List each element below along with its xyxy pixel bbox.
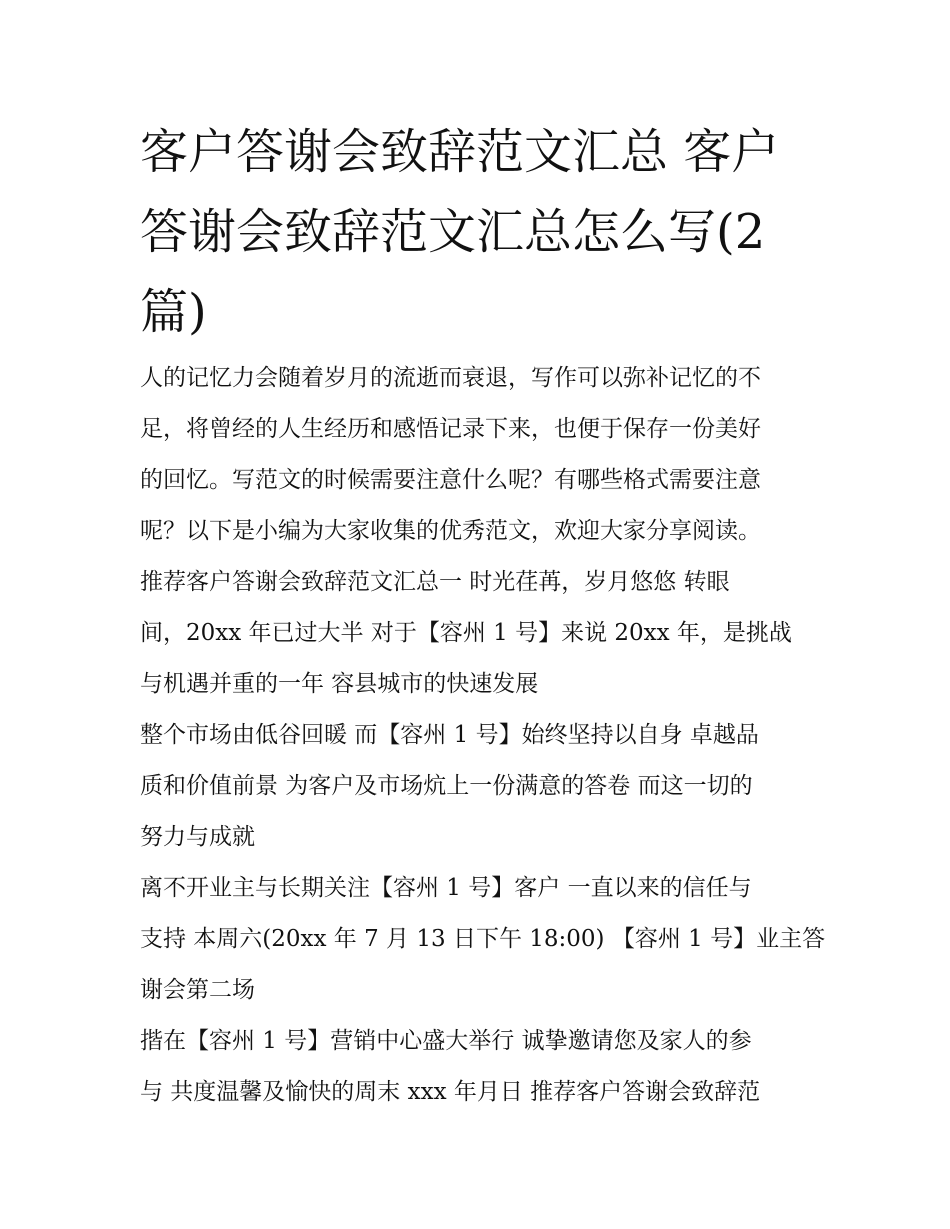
paragraph-support <box>140 863 826 1016</box>
title-line-3: 篇) <box>140 284 207 340</box>
text-line: 努力与成就 <box>140 824 255 850</box>
paragraph-invitation <box>140 1016 820 1118</box>
title-line-2: 答谢会致辞范文汇总怎么写(2 <box>140 204 766 260</box>
text-line: 间，20xx 年已过大半 对于【容州 1 号】来说 20xx 年，是挑战 <box>140 620 792 646</box>
paragraph-recommend-one <box>140 557 820 710</box>
text-line: 呢？以下是小编为大家收集的优秀范文，欢迎大家分享阅读。 <box>140 518 761 544</box>
text-line: 支持 本周六(20xx 年 7 月 13 日下午 18:00) 【容州 1 号】业主答 <box>140 926 826 952</box>
paragraph-intro <box>140 353 820 557</box>
text-line: 揩在【容州 1 号】营销中心盛大举行 诚挚邀请您及家人的参 <box>140 1028 752 1054</box>
text-line: 足，将曾经的人生经历和感悟记录下来，也便于保存一份美好 <box>140 416 761 442</box>
text-line: 离不开业主与长期关注【容州 1 号】客户 一直以来的信任与 <box>140 875 752 901</box>
text-line: 与机遇并重的一年 容县城市的快速发展 <box>140 671 539 697</box>
text-line: 的回忆。写范文的时候需要注意什么呢？有哪些格式需要注意 <box>140 467 761 493</box>
text-line: 推荐客户答谢会致辞范文汇总一 时光荏苒，岁月悠悠 转眼 <box>140 569 730 595</box>
paragraph-market <box>140 710 820 863</box>
text-line: 与 共度温馨及愉快的周末 xxx 年月日 推荐客户答谢会致辞范 <box>140 1079 761 1105</box>
document-body <box>140 353 826 1118</box>
text-line: 谢会第二场 <box>140 977 255 1003</box>
text-line: 质和价值前景 为客户及市场炕上一份满意的答卷 而这一切的 <box>140 773 753 799</box>
page-title <box>140 112 820 352</box>
title-line-1: 客户答谢会致辞范文汇总 客户 <box>140 124 780 180</box>
text-line: 整个市场由低谷回暖 而【容州 1 号】始终坚持以自身 卓越品 <box>140 722 759 748</box>
text-line: 人的记忆力会随着岁月的流逝而衰退，写作可以弥补记忆的不 <box>140 365 761 391</box>
